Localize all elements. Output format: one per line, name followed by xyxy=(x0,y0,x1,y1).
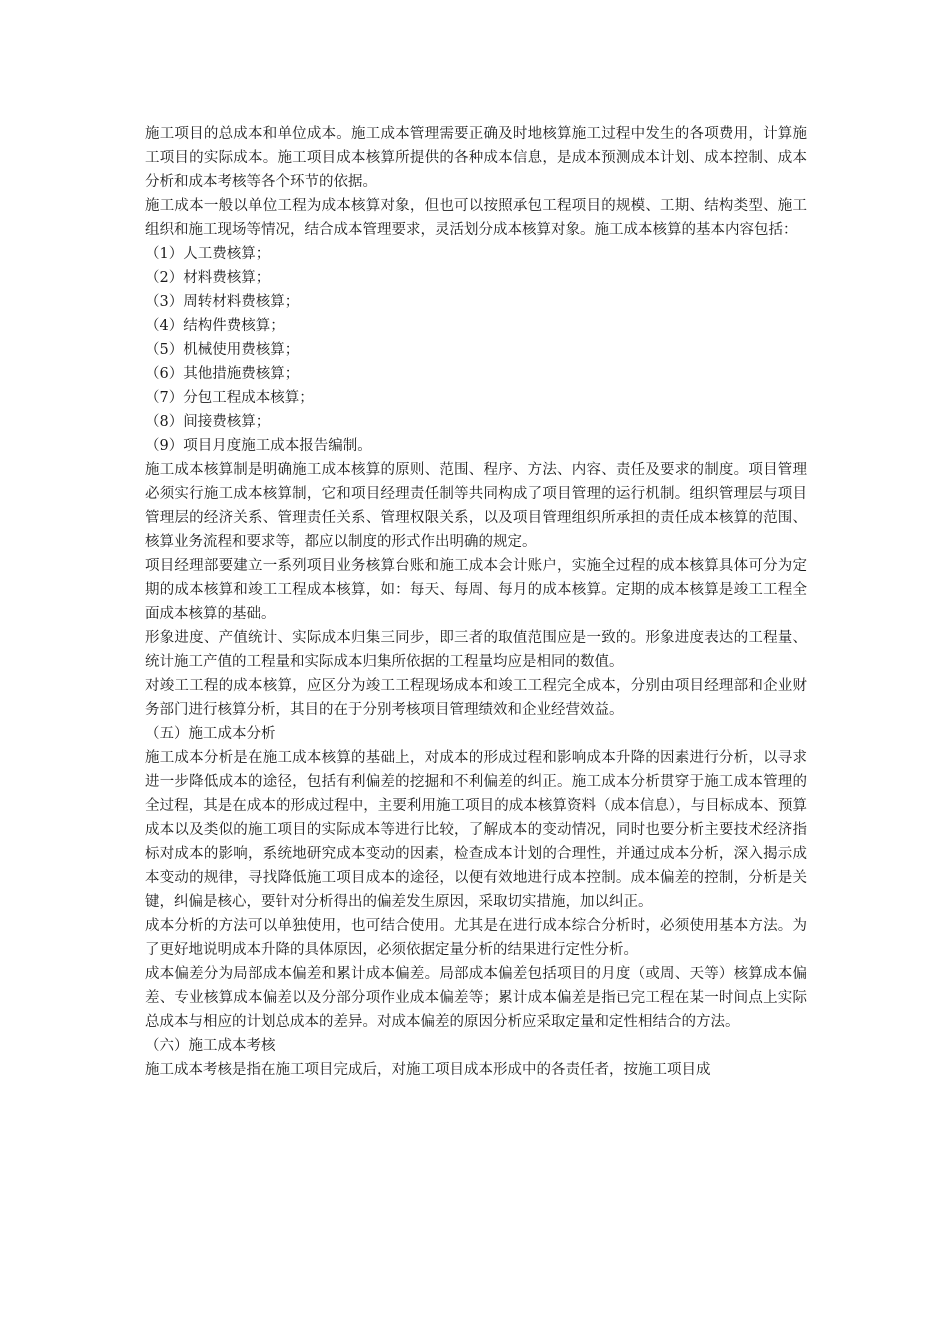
list-item: （9）项目月度施工成本报告编制。 xyxy=(145,438,372,454)
section-heading-cost-assessment: （六）施工成本考核 xyxy=(145,1038,276,1054)
paragraph-three-sync: 形象进度、产值统计、实际成本归集三同步，即三者的取值范围应是一致的。形象进度表达的工程量、统计施工产值的工程量和实际成本归集所依据的工程量均应是相同的数值。 xyxy=(145,630,807,670)
list-item: （3）周转材料费核算； xyxy=(145,294,300,310)
paragraph-cost-analysis: 施工成本分析是在施工成本核算的基础上，对成本的形成过程和影响成本升降的因素进行分析，以寻求进一步降低成本的途径，包括有利偏差的挖掘和不利偏差的纠正。施工成本分析贯穿于施工成本管理的全过程，其是在成本的形成过程中，主要利用施工项目的成本核算资料（成本信息），与目标成本、预算成本以及类似的施工项目的实际成本等进行比较，了解成本的变动情况，同时也要分析主要技术经济指标对成本的影响，系统地研究成本变动的因素，检查成本计划的合理性，并通过成本分析，深入揭示成本变动的规律，寻找降低施工项目成本的途径，以便有效地进行成本控制。成本偏差的控制，分析是关键，纠偏是核心，要针对分析得出的偏差发生原因，采取切实措施，加以纠正。 xyxy=(145,750,807,910)
document-body xyxy=(145,122,807,1082)
list-item: （2）材料费核算； xyxy=(145,270,271,286)
section-heading-cost-analysis: （五）施工成本分析 xyxy=(145,726,276,742)
paragraph-accounting-system: 施工成本核算制是明确施工成本核算的原则、范围、程序、方法、内容、责任及要求的制度。项目管理必须实行施工成本核算制，它和项目经理责任制等共同构成了项目管理的运行机制。组织管理层与项目管理层的经济关系、管理责任关系、管理权限关系，以及项目管理组织所承担的责任成本核算的范围、核算业务流程和要求等，都应以制度的形式作出明确的规定。 xyxy=(145,462,807,550)
paragraph-analysis-methods: 成本分析的方法可以单独使用，也可结合使用。尤其是在进行成本综合分析时，必须使用基本方法。为了更好地说明成本升降的具体原因，必须依据定量分析的结果进行定性分析。 xyxy=(145,918,807,958)
paragraph-cost-assessment: 施工成本考核是指在施工项目完成后，对施工项目成本形成中的各责任者，按施工项目成 xyxy=(145,1062,711,1078)
list-item: （1）人工费核算； xyxy=(145,246,271,262)
paragraph-completed-project: 对竣工工程的成本核算，应区分为竣工工程现场成本和竣工工程完全成本，分别由项目经理部和企业财务部门进行核算分析，其目的在于分别考核项目管理绩效和企业经营效益。 xyxy=(145,678,807,718)
list-item: （4）结构件费核算； xyxy=(145,318,285,334)
paragraph-cost-deviation: 成本偏差分为局部成本偏差和累计成本偏差。局部成本偏差包括项目的月度（或周、天等）核算成本偏差、专业核算成本偏差以及分部分项作业成本偏差等；累计成本偏差是指已完工程在某一时间点上实际总成本与相应的计划总成本的差异。对成本偏差的原因分析应采取定量和定性相结合的方法。 xyxy=(145,966,807,1030)
paragraph-project-department: 项目经理部要建立一系列项目业务核算台账和施工成本会计账户，实施全过程的成本核算具体可分为定期的成本核算和竣工工程成本核算，如：每天、每周、每月的成本核算。定期的成本核算是竣工工程全面成本核算的基础。 xyxy=(145,558,807,622)
list-item: （6）其他措施费核算； xyxy=(145,366,300,382)
list-item: （7）分包工程成本核算； xyxy=(145,390,314,406)
list-item: （5）机械使用费核算； xyxy=(145,342,300,358)
paragraph-cost-object: 施工成本一般以单位工程为成本核算对象，但也可以按照承包工程项目的规模、工期、结构类型、施工组织和施工现场等情况，结合成本管理要求，灵活划分成本核算对象。施工成本核算的基本内容包括： xyxy=(145,198,807,238)
list-item: （8）间接费核算； xyxy=(145,414,271,430)
paragraph-intro: 施工项目的总成本和单位成本。施工成本管理需要正确及时地核算施工过程中发生的各项费用，计算施工项目的实际成本。施工项目成本核算所提供的各种成本信息，是成本预测成本计划、成本控制、成本分析和成本考核等各个环节的依据。 xyxy=(145,126,807,190)
